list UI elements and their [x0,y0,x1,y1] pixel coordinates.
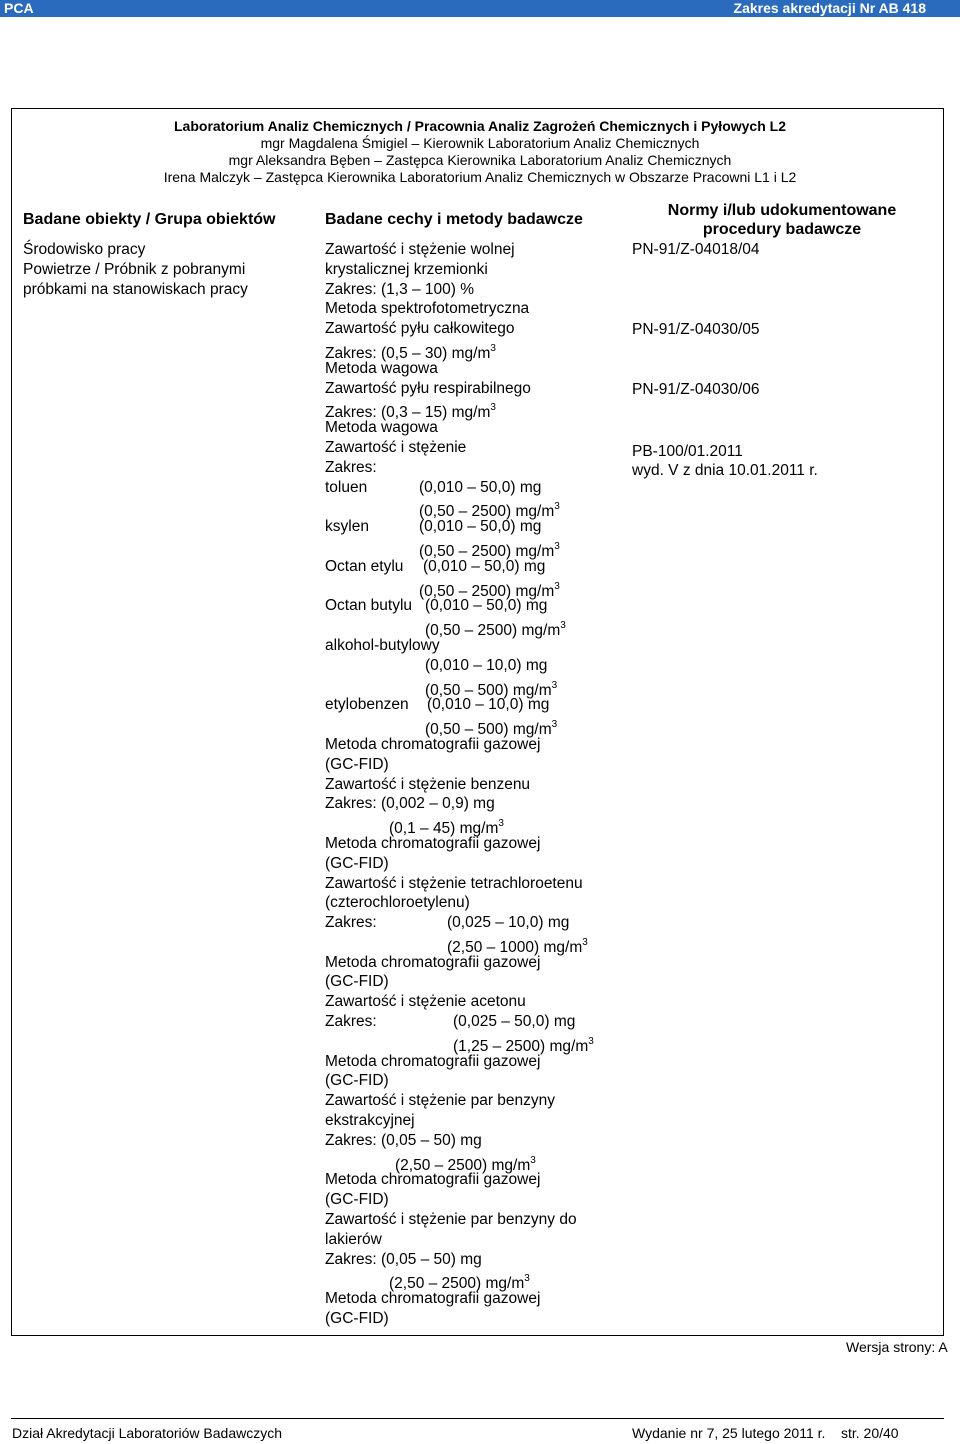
solvent-row: (0,50 – 2500) $mg/m^3$ [425,620,566,640]
method-text: Zawartość i stężenie [325,438,467,456]
footer-divider [11,1418,944,1419]
norm-pn-04018: PN-91/Z-04018/04 [632,241,760,258]
method-name: Metoda wagowa [325,359,438,377]
method-name: Metoda chromatografii gazowej [325,953,541,971]
method-range: (2,50 – 2500) $mg/m^3$ [389,1273,530,1293]
top-banner [0,0,960,17]
method-name: Metoda wagowa [325,419,438,437]
solvent-row: etylobenzen (0,010 – 10,0) mg [325,696,550,714]
objects-heading: Badane obiekty / Grupa obiektów [23,211,276,228]
method-text: Zakres: [325,458,377,476]
method-name: (GC-FID) [325,973,389,991]
norm-pb-100: PB-100/01.2011 [632,443,743,460]
method-range: Zakres: (0,3 – 15) $mg/m^3$ [325,402,496,422]
norms-heading-line2: procedury badawcze [702,221,862,238]
method-text: Zawartość i stężenie par benzyny [325,1092,556,1110]
method-name: (GC-FID) [325,1310,389,1328]
method-name: (GC-FID) [325,1191,389,1209]
method-text: Zawartość i stężenie wolnej [325,241,515,258]
method-name: (GC-FID) [325,755,389,773]
norm-pb-100-edition: wyd. V z dnia 10.01.2011 r. [632,462,818,479]
method-range: (2,50 – 2500) $mg/m^3$ [395,1154,536,1174]
deputy-line-1: mgr Aleksandra Bęben – Zastępca Kierownika Laboratorium Analiz Chemicznych [228,152,732,168]
lab-header [0,118,960,186]
method-name: Metoda chromatografii gazowej [325,1171,541,1189]
method-name: (GC-FID) [325,854,389,872]
object-line: Środowisko pracy [23,241,146,258]
solvent-row: Octan butylu (0,010 – 50,0) mg [325,597,548,615]
solvent-row: (0,50 – 500) $mg/m^3$ [425,719,558,739]
method-range: Zakres: (0,025 – 10,0) mg [325,914,570,932]
pca-label: PCA [4,0,34,16]
method-text: Zawartość i stężenie tetrachloroetenu [325,874,583,892]
method-name: Metoda spektrofotometryczna [325,300,530,318]
object-line: Powietrze / Próbnik z pobranymi [23,260,246,278]
method-range: (2,50 – 1000) $mg/m^3$ [447,936,588,956]
method-text: krystalicznej krzemionki [325,260,488,278]
method-name: (GC-FID) [325,1072,389,1090]
method-text: Zawartość i stężenie par benzyny do [325,1211,577,1229]
method-range: Zakres: (0,5 – 30) $mg/m^3$ [325,342,496,362]
solvent-row: (0,50 – 2500) $mg/m^3$ [419,580,560,600]
method-range: Zakres: (0,05 – 50) mg [325,1250,482,1268]
method-text: Zawartość pyłu całkowitego [325,320,515,338]
method-name: Metoda chromatografii gazowej [325,834,541,852]
method-text: lakierów [325,1230,382,1248]
method-text: ekstrakcyjnej [325,1112,415,1130]
solvent-row: (0,010 – 10,0) mg [425,656,548,674]
norms-heading [632,201,932,239]
method-text: Zawartość i stężenie acetonu [325,993,526,1011]
method-range: Zakres: (0,002 – 0,9) mg [325,795,495,813]
objects-column [23,240,303,299]
method-text: (czterochloroetylenu) [325,894,470,912]
solvent-row: (0,50 – 2500) $mg/m^3$ [419,501,560,521]
method-name: Metoda chromatografii gazowej [325,735,541,753]
method-range: (1,25 – 2500) $mg/m^3$ [453,1035,594,1055]
manager-line: mgr Magdalena Śmigiel – Kierownik Laboratorium Analiz Chemicznych [260,135,700,151]
page-version: Wersja strony: A [846,1339,948,1355]
method-range: (0,1 – 45) $mg/m^3$ [389,818,504,838]
method-range: Zakres: (0,05 – 50) mg [325,1131,482,1149]
method-range: Zakres: (0,025 – 50,0) mg [325,1013,576,1031]
solvent-row: (0,50 – 2500) $mg/m^3$ [419,540,560,560]
methods-heading: Badane cechy i metody badawcze [325,211,583,228]
norm-pn-04030-05: PN-91/Z-04030/05 [632,321,760,338]
solvent-name: alkohol-butylowy [325,636,440,654]
solvent-row: (0,50 – 500) $mg/m^3$ [425,679,558,699]
solvent-row: ksylen (0,010 – 50,0) mg [325,518,542,536]
norm-pn-04030-06: PN-91/Z-04030/06 [632,381,760,398]
method-text: Zawartość pyłu respirabilnego [325,379,531,397]
object-line: próbkami na stanowiskach pracy [23,280,248,298]
accreditation-title: Zakres akredytacji Nr AB 418 [733,0,926,16]
solvent-row: toluen (0,010 – 50,0) mg [325,478,542,496]
method-text: Zawartość i stężenie benzenu [325,775,531,793]
solvent-row: Octan etylu (0,010 – 50,0) mg [325,557,546,575]
footer-department: Dział Akredytacji Laboratoriów Badawczych [12,1425,283,1441]
method-name: Metoda chromatografii gazowej [325,1290,541,1308]
deputy-line-2: Irena Malczyk – Zastępca Kierownika Laboratorium Analiz Chemicznych w Obszarze Pracowni L1 i L2 [163,169,797,185]
norms-heading-line1: Normy i/lub udokumentowane [667,202,897,219]
lab-name: Laboratorium Analiz Chemicznych / Pracownia Analiz Zagrożeń Chemicznych i Pyłowych L2 [174,118,786,134]
footer-edition: Wydanie nr 7, 25 lutego 2011 r. str. 20/40 [632,1425,899,1441]
method-range: Zakres: (1,3 – 100) % [325,280,475,298]
methods-column [325,240,625,1329]
method-name: Metoda chromatografii gazowej [325,1052,541,1070]
